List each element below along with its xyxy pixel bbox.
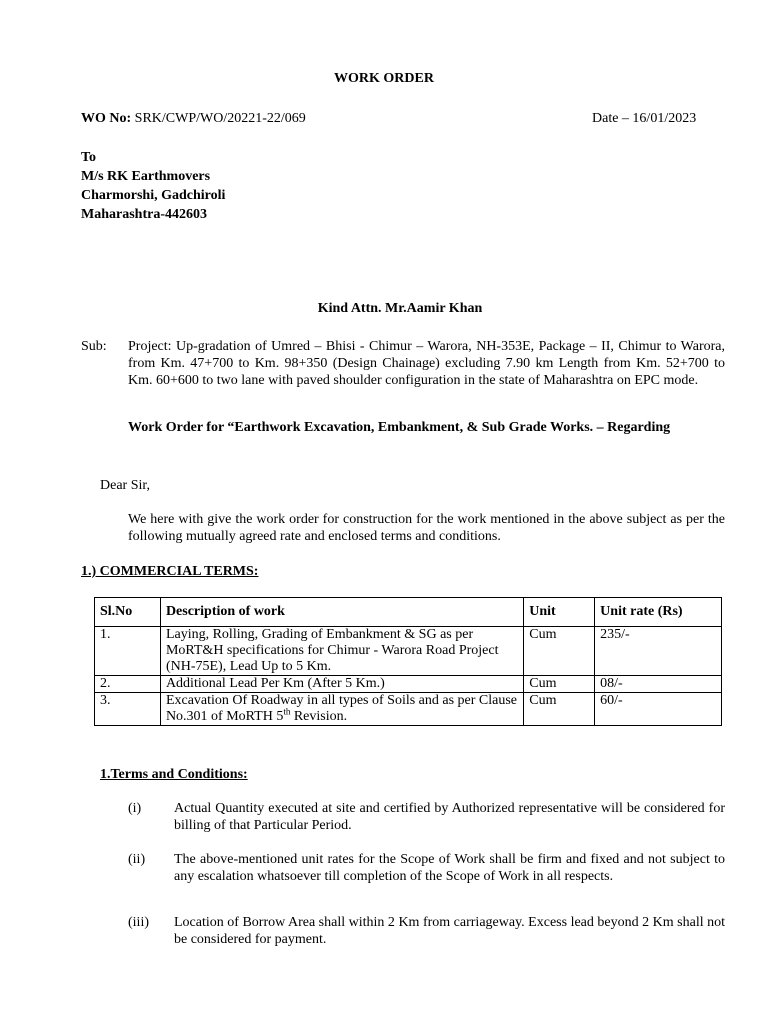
recipient-address-line2: Maharashtra-442603 [81,207,207,222]
term-text: Actual Quantity executed at site and certified by Authorized representative will be considered for billing of that Particular Period. [174,801,725,833]
table-row [95,627,722,676]
wo-number: SRK/CWP/WO/20221-22/069 [134,111,306,126]
header-unit-rate: Unit rate (Rs) [595,598,722,627]
cell-description-end: Revision. [290,709,348,724]
term-number: (i) [128,801,142,816]
intro-paragraph: We here with give the work order for construction for the work mentioned in the above subject as per the following mutually agreed rate and enclosed terms and conditions. [128,512,725,544]
cell-unit-rate: 60/- [595,693,722,726]
cell-description-main: Excavation Of Roadway in all types of Soils and as per Clause No.301 of MoRTH 5 [165,693,518,724]
cell-unit-rate: 235/- [595,627,722,676]
cell-unit-rate: 08/- [595,676,722,693]
table-row [95,676,722,693]
cell-unit: Cum [524,693,595,726]
document-title: WORK ORDER [334,71,434,86]
table-row [95,693,722,726]
salutation: Dear Sir, [100,478,150,493]
term-text: The above-mentioned unit rates for the Scope of Work shall be firm and fixed and not subject to any escalation whatsoever till completion of the Scope of Work in all respects. [174,852,725,884]
commercial-terms-heading: 1.) COMMERCIAL TERMS: [81,564,259,579]
commercial-terms-table [94,597,722,726]
cell-description [160,693,523,726]
subject-work-order: Work Order for “Earthwork Excavation, Embankment, & Sub Grade Works. – Regarding [128,420,671,435]
document-date: Date – 16/01/2023 [592,111,697,126]
header-sl-no: Sl.No [95,598,161,627]
cell-unit: Cum [524,627,595,676]
cell-sl-no: 2. [95,676,161,693]
cell-description: Additional Lead Per Km (After 5 Km.) [160,676,523,693]
recipient-to: To [81,150,97,165]
cell-sl-no: 1. [95,627,161,676]
cell-description-superscript: th [283,706,291,717]
recipient-address-line1: Charmorshi, Gadchiroli [81,188,226,203]
subject-text: Project: Up-gradation of Umred – Bhisi - Chimur – Warora, NH-353E, Package – II, Chimur to Warora, from Km. 47+700 to Km. 98+350 (Design Chainage) excluding 7.90 km Length from Km. 52+700 to Km. 60+600 to two lane with paved shoulder configuration in the state of Maharashtra on EPC mode. [128,339,725,388]
term-number: (iii) [128,915,149,930]
header-description: Description of work [160,598,523,627]
terms-heading: 1.Terms and Conditions: [100,767,248,782]
term-text: Location of Borrow Area shall within 2 Km from carriageway. Excess lead beyond 2 Km shall not be considered for payment. [174,915,725,947]
recipient-name: M/s RK Earthmovers [81,169,211,184]
term-number: (ii) [128,852,146,867]
cell-sl-no: 3. [95,693,161,726]
table-header-row [95,598,722,627]
header-unit: Unit [524,598,595,627]
wo-number-line [81,110,306,127]
cell-unit: Cum [524,676,595,693]
wo-label: WO No: [81,111,132,126]
attention-line: Kind Attn. Mr.Aamir Khan [317,301,483,316]
cell-description: Laying, Rolling, Grading of Embankment & SG as per MoRT&H specifications for Chimur - Warora Road Project (NH-75E), Lead Up to 5 Km. [160,627,523,676]
recipient-block [81,148,225,224]
subject-label: Sub: [81,339,107,354]
